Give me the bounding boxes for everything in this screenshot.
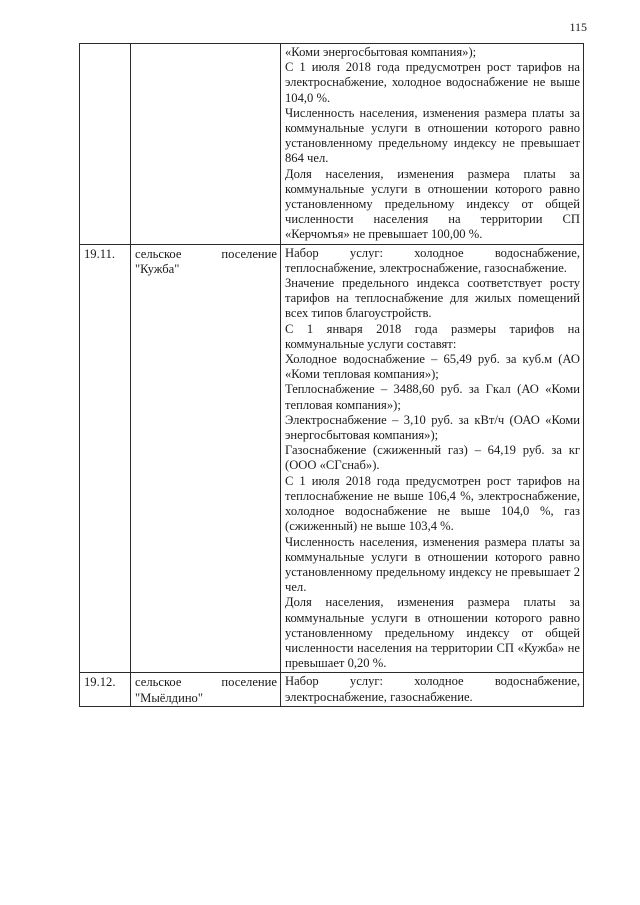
description-paragraph: «Коми энергосбытовая компания»);: [285, 45, 477, 59]
settlement-title: "Мыёлдино": [135, 690, 203, 705]
description-paragraph: Доля населения, изменения размера платы за коммунальные услуги в отношении которого равно установленному предельному индексу от общей численности населения на территории СП «Кужба» не превышает 0,20 %.: [285, 595, 580, 671]
tariff-description: [281, 244, 584, 673]
settlement-name: [131, 673, 281, 706]
row-number: 19.11.: [80, 244, 131, 673]
tariff-description: [281, 673, 584, 706]
tariff-description: [281, 44, 584, 245]
description-paragraph: Значение предельного индекса соответствует росту тарифов на теплоснабжение для жилых помещений всех типов благоустройств.: [285, 276, 580, 321]
description-paragraph: Набор услуг: холодное водоснабжение, теплоснабжение, электроснабжение, газоснабжение.: [285, 245, 580, 275]
table-body: [80, 44, 584, 707]
settlement-name: [131, 44, 281, 245]
tariff-table: [79, 43, 584, 707]
description-paragraph: Доля населения, изменения размера платы за коммунальные услуги в отношении которого равно установленному предельному индексу от общей численности населения на территории СП «Керчомъя» не превышает 100,00 %.: [285, 166, 580, 242]
description-paragraph: Электроснабжение – 3,10 руб. за кВт/ч (ОАО «Коми энергосбытовая компания»);: [285, 412, 580, 443]
table-row: [80, 44, 584, 245]
settlement-type: сельское поселение: [135, 246, 277, 261]
description-paragraph: Теплоснабжение – 3488,60 руб. за Гкал (АО «Коми тепловая компания»);: [285, 382, 580, 412]
page-number: 115: [569, 20, 587, 34]
description-paragraph: Численность населения, изменения размера платы за коммунальные услуги в отношении которого равно установленному предельному индексу не превышает 2 чел.: [285, 534, 580, 595]
table-row: [80, 244, 584, 673]
row-number: 19.12.: [80, 673, 131, 706]
description-paragraph: Газоснабжение (сжиженный газ) – 64,19 руб. за кг (ООО «СГснаб»).: [285, 443, 580, 473]
settlement-title: "Кужба": [135, 261, 180, 276]
settlement-type: сельское поселение: [135, 675, 277, 690]
description-paragraph: Набор услуг: холодное водоснабжение, электроснабжение, газоснабжение.: [285, 674, 580, 704]
table-row: [80, 673, 584, 706]
description-paragraph: Холодное водоснабжение – 65,49 руб. за куб.м (АО «Коми тепловая компания»);: [285, 352, 580, 382]
description-paragraph: С 1 июля 2018 года предусмотрен рост тарифов на теплоснабжение не выше 106,4 %, электроснабжение, холодное водоснабжение не выше 104,0 %, газ (сжиженный) не выше 103,4 %.: [285, 473, 580, 534]
row-number: [80, 44, 131, 245]
settlement-name: [131, 244, 281, 673]
description-paragraph: С 1 января 2018 года размеры тарифов на коммунальные услуги составят:: [285, 321, 580, 351]
description-paragraph: С 1 июля 2018 года предусмотрен рост тарифов на электроснабжение, холодное водоснабжение не выше 104,0 %.: [285, 60, 580, 105]
description-paragraph: Численность населения, изменения размера платы за коммунальные услуги в отношении которого равно установленному предельному индексу не превышает 864 чел.: [285, 105, 580, 166]
